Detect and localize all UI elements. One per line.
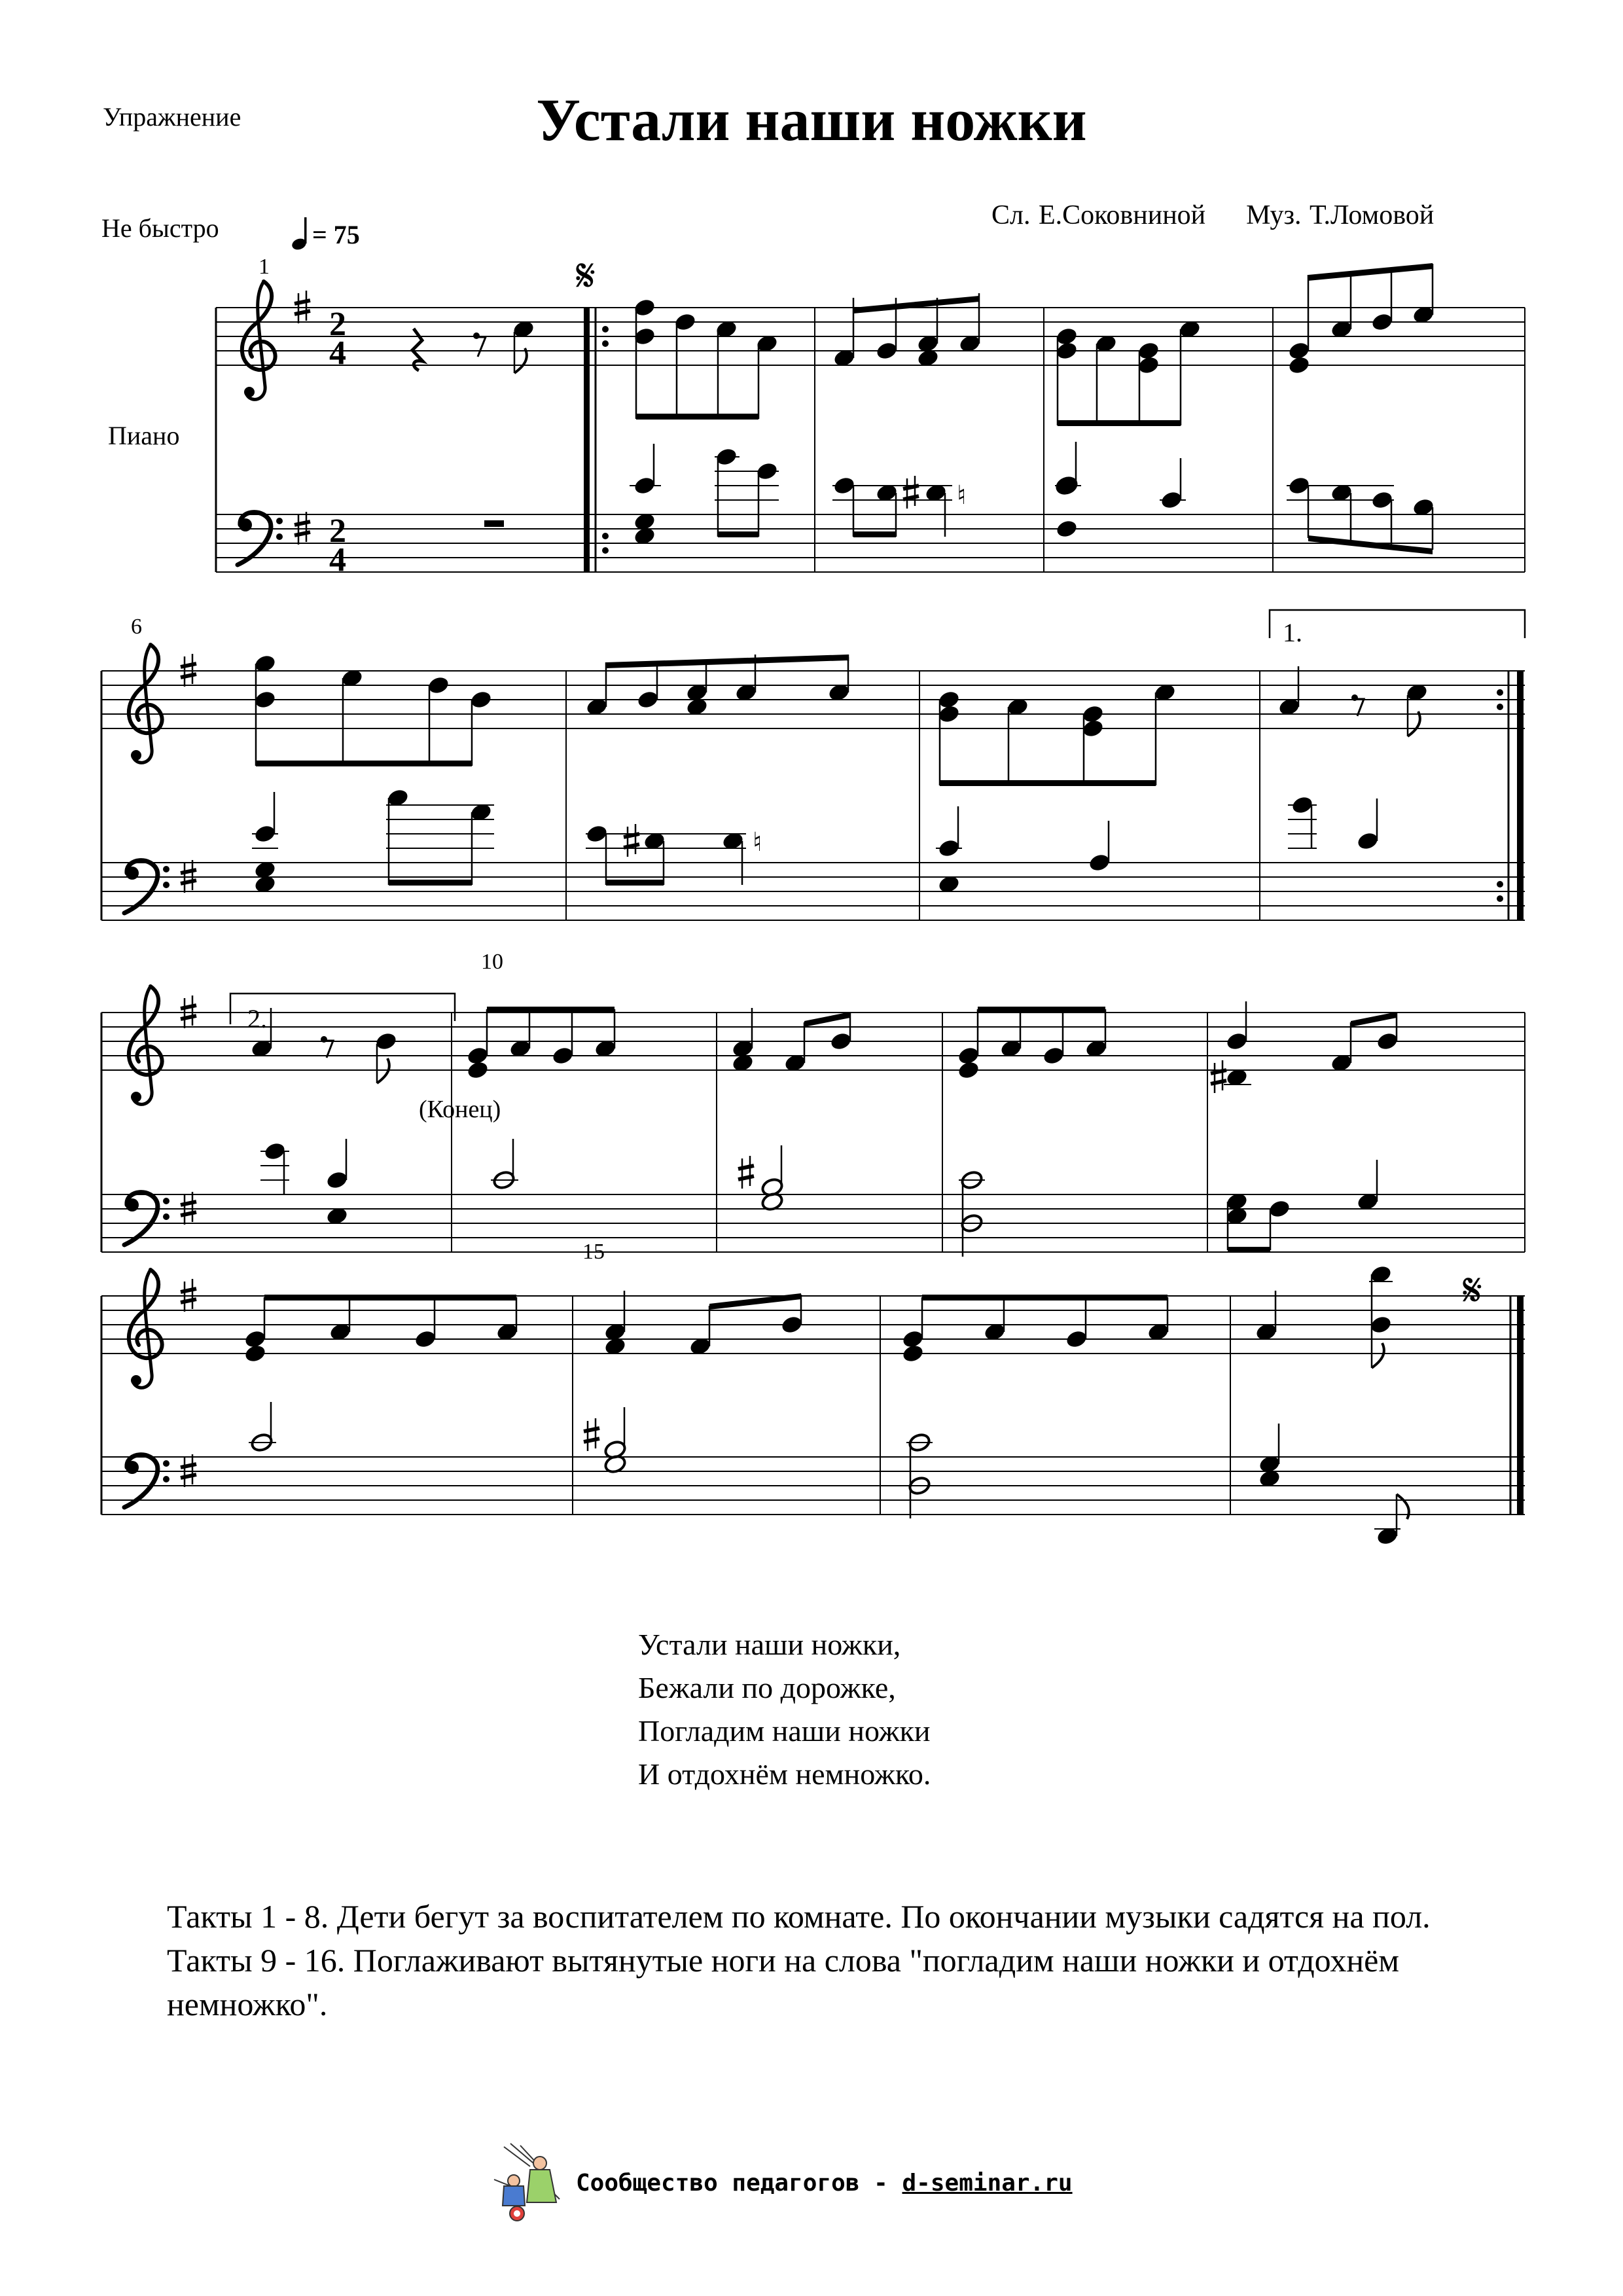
system-2 [101,610,1525,920]
composer: Муз. Т.Ломовой [1246,200,1435,230]
song-title: Устали наши ножки [536,86,1087,153]
time-signature-top-bass: 2 [329,512,346,550]
fine-label: (Конец) [419,1096,501,1123]
measure-number: 10 [481,950,503,974]
measure-number: 15 [582,1240,605,1264]
lyricist: Сл. Е.Соковниной [991,200,1206,230]
instrument-label: Пиано [108,421,180,450]
measure-number: 1 [259,255,270,279]
tempo-text: Не быстро [101,213,219,243]
time-signature-top: 2 [329,306,346,343]
genre-label: Упражнение [103,102,241,132]
instruction-paragraph: Такты 9 - 16. Поглаживают вытянутые ноги на слова "погладим наши ножки и отдохнём немножко". [167,1942,1399,2022]
system-4 [101,1240,1525,1547]
community-logo-icon [484,2140,563,2225]
measure-number: 6 [131,615,142,639]
footer [484,2140,1073,2225]
lyric-line: Бежали по дорожке, [638,1671,896,1704]
site-link[interactable]: d-seminar.ru [902,2169,1073,2197]
segno-icon: 𝄋 [1463,1263,1483,1317]
system-1 [216,249,1525,579]
lyrics [638,1623,931,1796]
time-signature-bottom: 4 [329,334,346,372]
svg-text:♮: ♮ [753,827,762,857]
instruction-paragraph: Такты 1 - 8. Дети бегут за воспитателем по комнате. По окончании музыки садятся на пол. [167,1898,1431,1935]
volta-2: 2. [247,1004,267,1033]
footer-label: Сообщество педагогов - [576,2169,902,2197]
svg-text:♮: ♮ [957,480,967,511]
system-3 [101,950,1525,1257]
footer-text [576,2170,1073,2197]
lyric-line: И отдохнём немножко. [638,1757,931,1791]
lyric-line: Устали наши ножки, [638,1628,901,1661]
lyric-line: Погладим наши ножки [638,1714,931,1748]
time-signature-bottom-bass: 4 [329,541,346,579]
segno-icon: 𝄋 [576,249,596,302]
tempo-value: = 75 [312,220,360,249]
volta-1: 1. [1283,618,1302,647]
instructions [167,1895,1515,2026]
